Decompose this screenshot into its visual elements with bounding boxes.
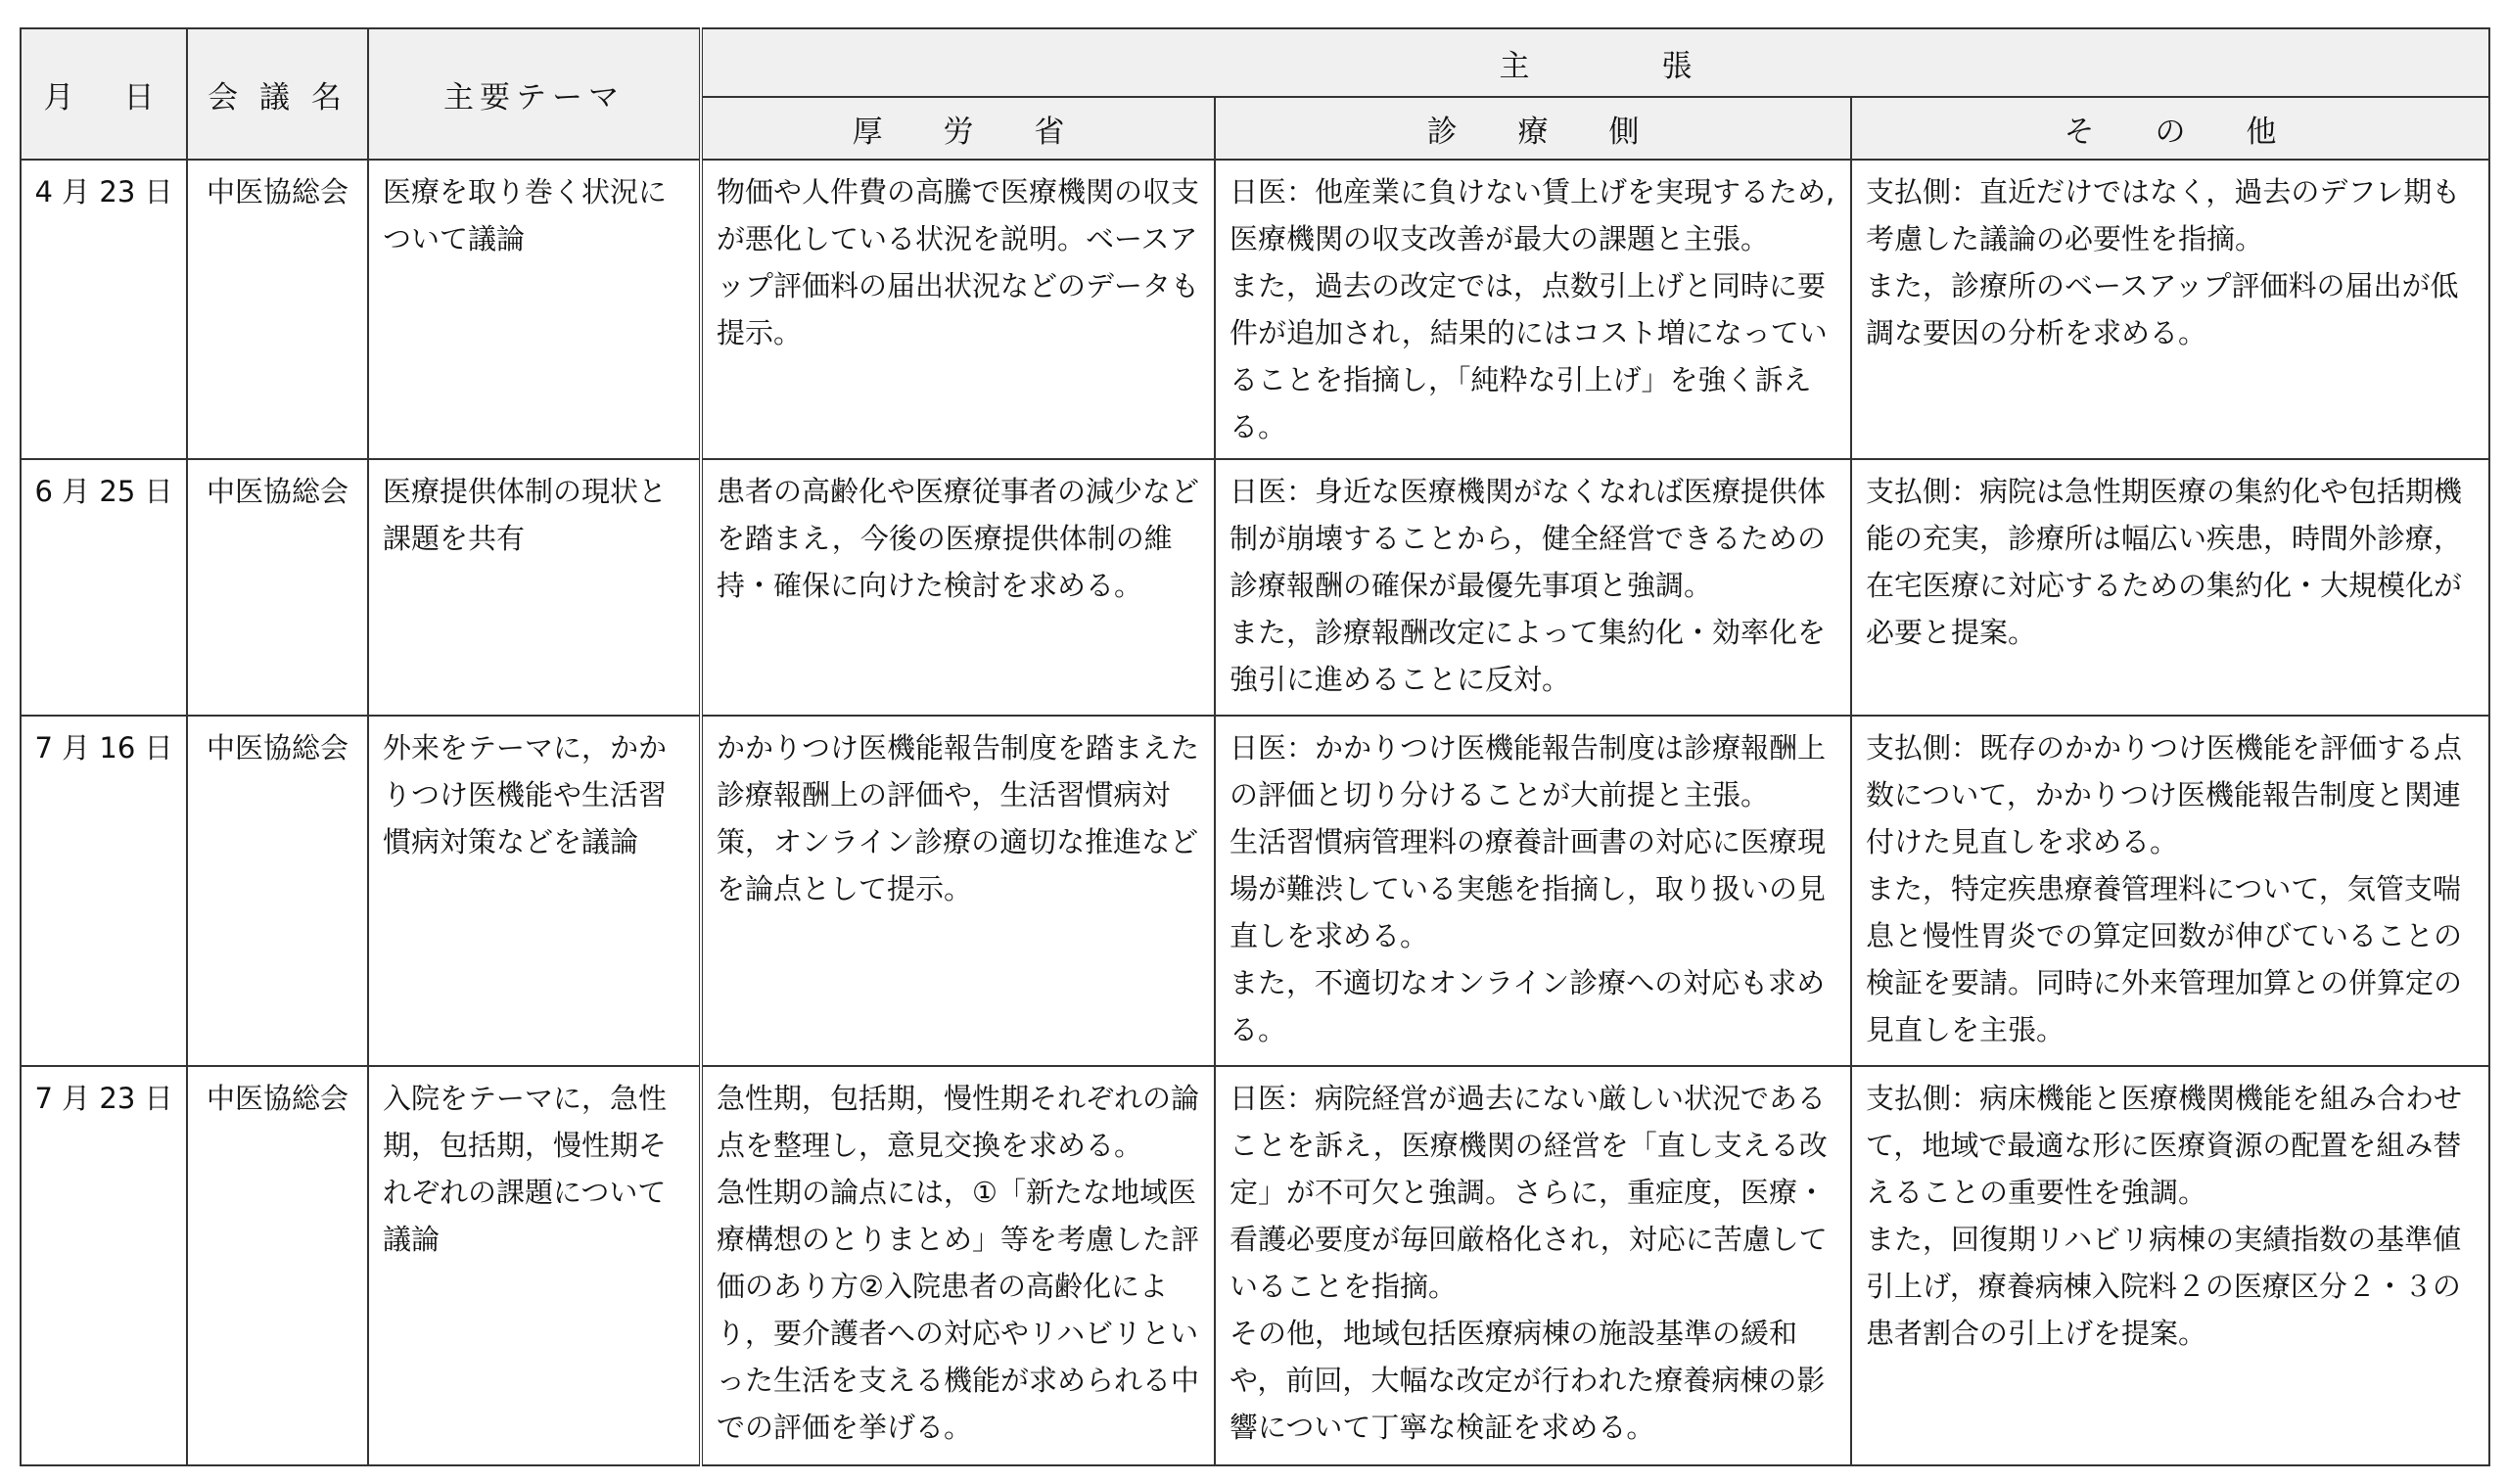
other-paragraph: また，診療所のベースアップ評価料の届出が低調な要因の分析を求める。 [1866, 269, 2459, 349]
header-other: そ の 他 [1851, 97, 2489, 160]
other-paragraph: また，特定疾患療養管理料について，気管支喘息と慢性胃炎での算定回数が伸びていることの検証を要請。同時に外来管理加算との併算定の見直しを主張。 [1866, 872, 2463, 1046]
date-cell: 7 月 16 日 [21, 716, 187, 1066]
date-cell: 4 月 23 日 [21, 160, 187, 459]
medical-paragraph: また，不適切なオンライン診療への対応も求める。 [1230, 966, 1826, 1046]
theme-cell: 医療提供体制の現状と課題を共有 [368, 459, 701, 716]
mhlw-paragraph: かかりつけ医機能報告制度を踏まえた診療報酬上の評価や，生活習慣病対策，オンライン診療の適切な推進などを論点として提示。 [717, 731, 1200, 905]
table-row [21, 1066, 2489, 1465]
table-row [21, 160, 2489, 459]
other-paragraph: 支払側：病院は急性期医療の集約化や包括期機能の充実，診療所は幅広い疾患，時間外診療，在宅医療に対応するための集約化・大規模化が必要と提案。 [1866, 475, 2463, 649]
mhlw-paragraph: 急性期，包括期，慢性期それぞれの論点を整理し，意見交換を求める。 [717, 1082, 1200, 1162]
medical-paragraph: 日医：かかりつけ医機能報告制度は診療報酬上の評価と切り分けることが大前提と主張。 [1230, 731, 1827, 812]
date-cell: 6 月 25 日 [21, 459, 187, 716]
medical-paragraph: 生活習慣病管理料の療養計画書の対応に医療現場が難渋している実態を指摘し，取り扱いの見直しを求める。 [1230, 825, 1827, 952]
header-theme: 主要テーマ [368, 28, 701, 160]
header-meeting: 会 議 名 [187, 28, 368, 160]
mhlw-cell [701, 1066, 1215, 1465]
mhlw-paragraph: 急性期の論点には，①「新たな地域医療構想のとりまとめ」等を考慮した評価のあり方②入院患者の高齢化により，要介護者への対応やリハビリといった生活を支える機能が求められる中での評価を挙げる。 [717, 1176, 1200, 1444]
table-row [21, 459, 2489, 716]
mhlw-paragraph: 物価や人件費の高騰で医療機関の収支が悪化している状況を説明。ベースアップ評価料の届出状況などのデータも提示。 [717, 175, 1200, 349]
header-claims: 主 張 [701, 28, 2489, 97]
other-cell [1851, 459, 2489, 716]
other-paragraph: また，回復期リハビリ病棟の実績指数の基準値引上げ，療養病棟入院料２の医療区分２・３の患者割合の引上げを提案。 [1866, 1223, 2462, 1350]
mhlw-cell [701, 160, 1215, 459]
other-cell [1851, 160, 2489, 459]
meeting-cell: 中医協総会 [187, 160, 368, 459]
mhlw-cell [701, 459, 1215, 716]
table-row [21, 716, 2489, 1066]
other-cell [1851, 716, 2489, 1066]
header-mhlw: 厚 労 省 [701, 97, 1215, 160]
medical-cell [1215, 1066, 1851, 1465]
other-paragraph: 支払側：直近だけではなく，過去のデフレ期も考慮した議論の必要性を指摘。 [1866, 175, 2461, 255]
header-medical: 診 療 側 [1215, 97, 1851, 160]
medical-cell [1215, 716, 1851, 1066]
medical-paragraph: また，診療報酬改定によって集約化・効率化を強引に進めることに反対。 [1230, 616, 1827, 696]
theme-cell: 外来をテーマに，かかりつけ医機能や生活習慣病対策などを議論 [368, 716, 701, 1066]
meeting-cell: 中医協総会 [187, 716, 368, 1066]
medical-paragraph: 日医：病院経営が過去にない厳しい状況であることを訴え，医療機関の経営を「直し支える改定」が不可欠と強調。さらに，重症度，医療・看護必要度が毎回厳格化され，対応に苦慮していることを指摘。 [1230, 1082, 1828, 1303]
meeting-cell: 中医協総会 [187, 1066, 368, 1465]
mhlw-cell [701, 716, 1215, 1066]
theme-cell: 入院をテーマに，急性期，包括期，慢性期それぞれの課題について議論 [368, 1066, 701, 1465]
header-date: 月 日 [21, 28, 187, 160]
theme-cell: 医療を取り巻く状況について議論 [368, 160, 701, 459]
medical-cell [1215, 160, 1851, 459]
meeting-summary-table [20, 27, 2490, 1466]
other-paragraph: 支払側：既存のかかりつけ医機能を評価する点数について，かかりつけ医機能報告制度と関連付けた見直しを求める。 [1866, 731, 2463, 858]
medical-paragraph: また，過去の改定では，点数引上げと同時に要件が追加され，結果的にはコスト増になっていることを指摘し，「純粋な引上げ」を強く訴える。 [1230, 269, 1828, 443]
other-cell [1851, 1066, 2489, 1465]
medical-paragraph: 日医：他産業に負けない賃上げを実現するため,医療機関の収支改善が最大の課題と主張。 [1230, 175, 1835, 255]
mhlw-paragraph: 患者の高齢化や医療従事者の減少などを踏まえ，今後の医療提供体制の維持・確保に向けた検討を求める。 [717, 475, 1200, 602]
medical-cell [1215, 459, 1851, 716]
medical-paragraph: 日医：身近な医療機関がなくなれば医療提供体制が崩壊することから，健全経営できるための診療報酬の確保が最優先事項と強調。 [1230, 475, 1827, 602]
meeting-cell: 中医協総会 [187, 459, 368, 716]
date-cell: 7 月 23 日 [21, 1066, 187, 1465]
other-paragraph: 支払側：病床機能と医療機関機能を組み合わせて，地域で最適な形に医療資源の配置を組み替えることの重要性を強調。 [1866, 1082, 2463, 1209]
medical-paragraph: その他，地域包括医療病棟の施設基準の緩和や，前回，大幅な改定が行われた療養病棟の影響について丁寧な検証を求める。 [1230, 1317, 1826, 1444]
